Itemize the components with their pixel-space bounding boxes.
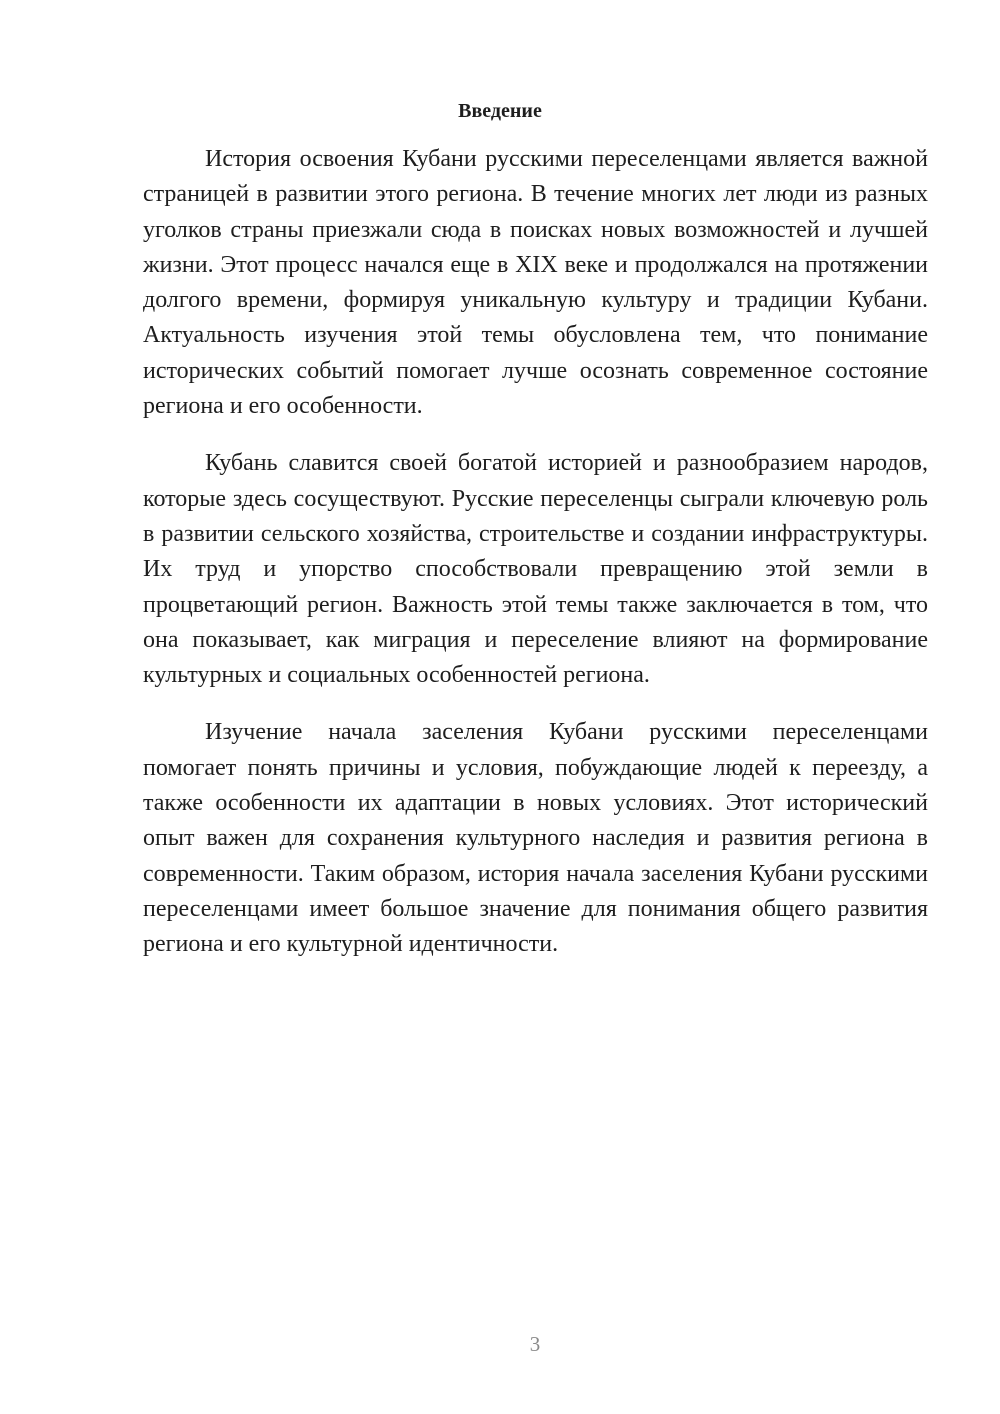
body-text [143,142,928,963]
paragraph: Изучение начала заселения Кубани русскими переселенцами помогает понять причины и условия, побуждающие людей к переезду, а также особенности их адаптации в новых условиях. Этот исторический опыт важен для сохранения культурного наследия и развития региона в современности. Таким образом, история начала заселения Кубани русскими переселенцами имеет большое значение для понимания общего развития региона и его культурной идентичности. [143,719,928,958]
paragraph: История освоения Кубани русскими переселенцами является важной страницей в развитии этого региона. В течение многих лет люди из разных уголков страны приезжали сюда в поисках новых возможностей и лучшей жизни. Этот процесс начался еще в XIX веке и продолжался на протяжении долгого времени, формируя уникальную культуру и традиции Кубани. Актуальность изучения этой темы обусловлена тем, что понимание исторических событий помогает лучше осознать современное состояние региона и его особенности. [143,146,928,420]
section-heading: Введение [458,100,542,122]
page-number: 3 [529,1332,541,1356]
paragraph: Кубань славится своей богатой историей и разнообразием народов, которые здесь сосуществуют. Русские переселенцы сыграли ключевую роль в развитии сельского хозяйства, строительстве и создании инфраструктуры. Их труд и упорство способствовали превращению этой земли в процветающий регион. Важность этой темы также заключается в том, что она показывает, как миграция и переселение влияют на формирование культурных и социальных особенностей региона. [143,450,928,689]
